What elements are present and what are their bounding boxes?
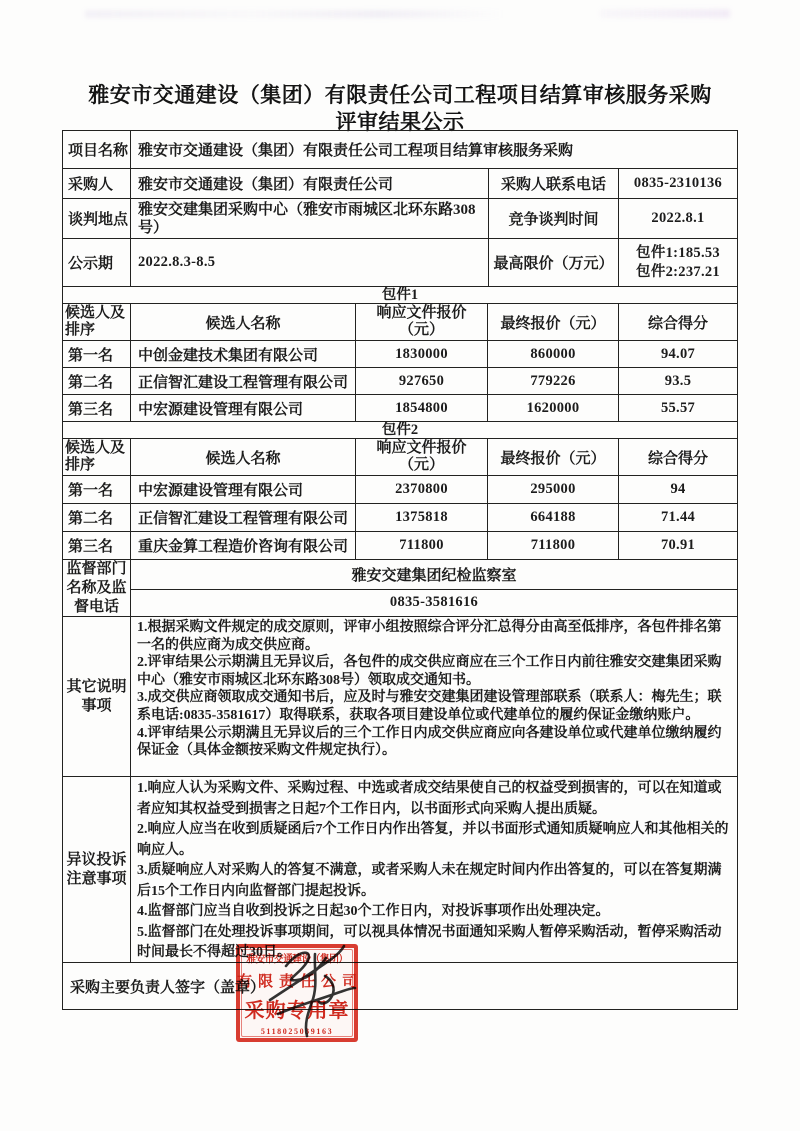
score: 71.44 bbox=[660, 509, 696, 525]
publicity-period-value: 2022.8.3-8.5 bbox=[131, 239, 489, 286]
rank: 第一名 bbox=[63, 476, 131, 503]
header-rank: 候选人及排序 bbox=[63, 304, 131, 340]
other-note-item: 3.成交供应商领取成交通知书后，应及时与雅安交建集团建设管理部联系（联系人：梅先生；联系电话:0835-3581617）取得联系，获取各项目建设单位或代建单位的履约保证金缴纳账户。 bbox=[137, 690, 722, 723]
header-name: 候选人名称 bbox=[131, 439, 356, 475]
scan-artifact-smudge bbox=[85, 10, 505, 18]
header-score: 综合得分 bbox=[647, 450, 708, 467]
objection-note-item: 1.响应人认为采购文件、采购过程、中选或者成交结果使自己的权益受到损害的，可以在知道或者应知其权益受到损害之日起7个工作日内，以书面形式向采购人提出质疑。 bbox=[137, 781, 722, 817]
bid-price: 2370800 bbox=[356, 476, 488, 503]
final-price: 664188 bbox=[488, 504, 619, 531]
score: 70.91 bbox=[660, 537, 696, 553]
other-notes-content bbox=[131, 617, 737, 776]
row-package2-banner bbox=[63, 422, 737, 439]
final-price: 860000 bbox=[488, 341, 619, 367]
package2-row-2 bbox=[63, 504, 737, 532]
candidate-name: 中宏源建设管理有限公司 bbox=[131, 476, 356, 503]
package1-banner: 包件1 bbox=[381, 287, 419, 303]
supervision-department: 雅安交建集团纪检监察室 bbox=[131, 560, 737, 590]
package2-row-1 bbox=[63, 476, 737, 504]
row-other-notes bbox=[63, 617, 737, 777]
other-notes-label: 其它说明事项 bbox=[63, 617, 131, 776]
supervision-values bbox=[131, 560, 737, 616]
project-name-value: 雅安市交通建设（集团）有限责任公司工程项目结算审核服务采购 bbox=[138, 143, 574, 159]
final-price: 779226 bbox=[488, 368, 619, 394]
package2-row-3 bbox=[63, 532, 737, 560]
other-note-item: 1.根据采购文件规定的成交原则，评审小组按照综合评分汇总得分由高至低排序，各包件排名第一名的供应商为成交供应商。 bbox=[137, 620, 722, 653]
max-price-label: 最高限价（万元） bbox=[489, 239, 619, 286]
objection-note-item: 4.监督部门应当自收到投诉之日起30个工作日内，对投诉事项作出处理决定。 bbox=[137, 904, 610, 919]
row-negotiation-place bbox=[63, 199, 737, 239]
score: 94 bbox=[670, 481, 686, 497]
announcement-table bbox=[62, 130, 738, 1010]
bid-price: 1830000 bbox=[356, 341, 488, 367]
final-price: 711800 bbox=[488, 532, 619, 559]
supervision-phone: 0835-3581616 bbox=[389, 594, 479, 611]
header-name: 候选人名称 bbox=[131, 304, 356, 340]
stamp-company-line2: 有限责任公司 bbox=[237, 973, 364, 990]
objection-notes-label: 异议投诉注意事项 bbox=[63, 777, 131, 962]
publicity-period-label: 公示期 bbox=[63, 239, 131, 286]
header-final: 最终报价（元） bbox=[488, 439, 619, 475]
stamp-code: 5118025039163 bbox=[260, 1026, 334, 1036]
negotiation-time-label: 竞争谈判时间 bbox=[489, 199, 619, 238]
row-objection-notes bbox=[63, 777, 737, 963]
header-score: 综合得分 bbox=[647, 315, 708, 332]
project-name-label: 项目名称 bbox=[63, 131, 131, 168]
candidate-name: 中创金建技术集团有限公司 bbox=[131, 341, 356, 367]
row-project-name bbox=[63, 131, 737, 169]
document-title-line2: 评审结果公示 bbox=[335, 110, 465, 134]
final-price: 295000 bbox=[488, 476, 619, 503]
scan-artifact-smudge bbox=[600, 9, 730, 18]
handwritten-signature bbox=[252, 936, 370, 1048]
row-publicity-period bbox=[63, 239, 737, 287]
stamp-seal-type: 采购专用章 bbox=[244, 1000, 350, 1023]
row-package2-header bbox=[63, 439, 737, 476]
purchaser-value: 雅安市交通建设（集团）有限责任公司 bbox=[131, 169, 489, 198]
row-purchaser bbox=[63, 169, 737, 199]
header-bid: 响应文件报价（元） bbox=[356, 439, 488, 475]
other-note-item: 4.评审结果公示期满且无异议后的三个工作日内成交供应商应向各建设单位或代建单位缴纳履约保证金（具体金额按采购文件规定执行）。 bbox=[137, 725, 722, 759]
candidate-name: 中宏源建设管理有限公司 bbox=[131, 395, 356, 421]
header-final: 最终报价（元） bbox=[488, 304, 619, 340]
package1-row-1 bbox=[63, 341, 737, 368]
final-price: 1620000 bbox=[488, 395, 619, 421]
package2-banner: 包件2 bbox=[381, 422, 419, 438]
objection-note-item: 3.质疑响应人对采购人的答复不满意，或者采购人未在规定时间内作出答复的，可以在答复期满后15个工作日内向监督部门提起投诉。 bbox=[137, 863, 722, 899]
row-signature bbox=[63, 963, 737, 1009]
row-package1-banner bbox=[63, 287, 737, 304]
purchaser-label: 采购人 bbox=[63, 169, 131, 198]
rank: 第二名 bbox=[63, 504, 131, 531]
candidate-name: 正信智汇建设工程管理有限公司 bbox=[131, 504, 356, 531]
bid-price: 1375818 bbox=[356, 504, 488, 531]
row-supervision bbox=[63, 560, 737, 617]
bid-price: 1854800 bbox=[356, 395, 488, 421]
stamp-company-line1: 雅安市交通建设（集团） bbox=[246, 954, 348, 965]
objection-notes-content bbox=[131, 777, 737, 962]
bid-price: 711800 bbox=[356, 532, 488, 559]
score: 93.5 bbox=[664, 372, 692, 389]
signature-label: 采购主要负责人签字（盖章） bbox=[70, 979, 266, 996]
supervision-label: 监督部门名称及监督电话 bbox=[63, 560, 131, 616]
candidate-name: 重庆金算工程造价咨询有限公司 bbox=[131, 532, 356, 559]
package1-row-2 bbox=[63, 368, 737, 395]
negotiation-place-value: 雅安交建集团采购中心（雅安市雨城区北环东路308号） bbox=[131, 199, 489, 238]
bid-price: 927650 bbox=[356, 368, 488, 394]
score: 94.07 bbox=[660, 345, 696, 362]
objection-note-item: 5.监督部门在处理投诉事项期间，可以视具体情况书面通知采购人暂停采购活动，暂停采购活动时间最长不得超过30日。 bbox=[137, 924, 722, 960]
row-package1-header bbox=[63, 304, 737, 341]
negotiation-place-label: 谈判地点 bbox=[63, 199, 131, 238]
objection-note-item: 2.响应人应当在收到质疑函后7个工作日内作出答复，并以书面形式通知质疑响应人和其他相关的响应人。 bbox=[137, 822, 729, 858]
document-title bbox=[0, 82, 800, 136]
negotiation-time-value: 2022.8.1 bbox=[651, 210, 705, 226]
document-title-line1: 雅安市交通建设（集团）有限责任公司工程项目结算审核服务采购 bbox=[88, 83, 712, 107]
header-rank: 候选人及排序 bbox=[63, 439, 131, 475]
rank: 第三名 bbox=[63, 395, 131, 421]
header-bid: 响应文件报价（元） bbox=[356, 304, 488, 340]
purchaser-phone-value: 0835-2310136 bbox=[633, 175, 723, 191]
package1-row-3 bbox=[63, 395, 737, 422]
score: 55.57 bbox=[660, 399, 696, 416]
max-price-value: 包件1:185.53 包件2:237.21 bbox=[636, 244, 720, 280]
purchaser-phone-label: 采购人联系电话 bbox=[489, 169, 619, 198]
candidate-name: 正信智汇建设工程管理有限公司 bbox=[131, 368, 356, 394]
rank: 第三名 bbox=[63, 532, 131, 559]
rank: 第一名 bbox=[63, 341, 131, 367]
rank: 第二名 bbox=[63, 368, 131, 394]
other-note-item: 2.评审结果公示期满且无异议后，各包件的成交供应商应在三个工作日内前往雅安交建集团采购中心（雅安市雨城区北环东路308号）领取成交通知书。 bbox=[137, 655, 722, 688]
